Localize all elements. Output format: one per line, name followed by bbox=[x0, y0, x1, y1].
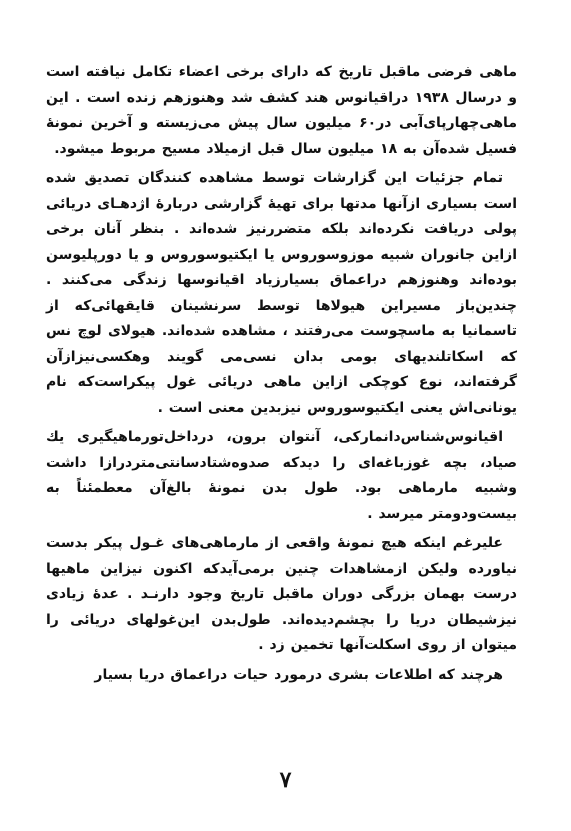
paragraph-3: اقیانوس‌شناس‌دانمارکی، آنتوان برون، درداخل‌تورماهیگیری یك صیاد، بچه غوزباغه‌ای را دیدکه صدوه‌شتادسانتی‌متردرازا داشت وشبیه مارماهی بود. طول بدن نمونهٔ بالغ‌آن معطمئناً به بیست‌ودومتر میرسد . bbox=[46, 429, 517, 522]
paragraph-5: هرچند که اطلاعات بشری درمورد حیات دراعماق دریا بسیار bbox=[94, 666, 503, 683]
paragraph-1: ماهی فرضی ماقبل تاریخ که دارای برخی اعضاء تکامل نیافته است و درسال ۱۹۳۸ دراقیانوس هند کشف شد وهنوزهم زنده است . این ماهی‌چهارپای‌آبی در۶۰ میلیون سال پیش می‌زیسته و آخرین نمونهٔ فسیل شده‌آن به ۱۸ میلیون سال قبل ازمیلاد مسیح مربوط میشود. bbox=[46, 64, 517, 157]
paragraph-2: تمام جزئیات این گزارشات توسط مشاهده کنندگان تصدیق شده است بسیاری ازآنها مدتها برای تهیهٔ گزارشی دربارهٔ اژدهـای دریائی پولی دریافت نکرده‌اند بلکه متضررنیز شده‌اند . بنظر آنان برخی ازاین جانوران شبیه موزوسوروس یا ایکتیوسوروس و یا دورپلیوسن بوده‌اند وهنوزهم دراعماق بسیارزیاد اقیانوسها زندگی می‌کنند . چندین‌باز مسیراین هیولاها توسط سرنشینان قایقهائی‌که از تاسمانیا به ماسچوست می‌رفتند ، مشاهده شده‌اند. هیولای لوچ نس که اسکاتلندیهای بومی بدان نسی‌می گویند وهکسی‌نیزازآن گرفته‌اند، نوع کوچکی ازاین ماهی دریائی غول پیکراست‌که نام یونانی‌اش یعنی ایکتیوسوروس نیزبدین معنی است . bbox=[46, 170, 517, 416]
paragraph-4: علیرغم اینکه هیچ نمونهٔ واقعی از مارماهی‌های غـول پیکر بدست نیاورده ولیکن ازمشاهدات چنین برمی‌آیدکه اکنون نیزاین ماهیها درست بهمان بزرگی دوران ماقبل تاریخ وجود دارنـد . عدهٔ زیادی نیزشیطان دریا را بچشم‌دیده‌اند. طول‌بدن این‌غولهای دریائی را میتوان از روی اسکلت‌آنها تخمین زد . bbox=[46, 535, 517, 653]
page-number: ۷ bbox=[279, 767, 292, 793]
page-text-body bbox=[46, 60, 517, 688]
